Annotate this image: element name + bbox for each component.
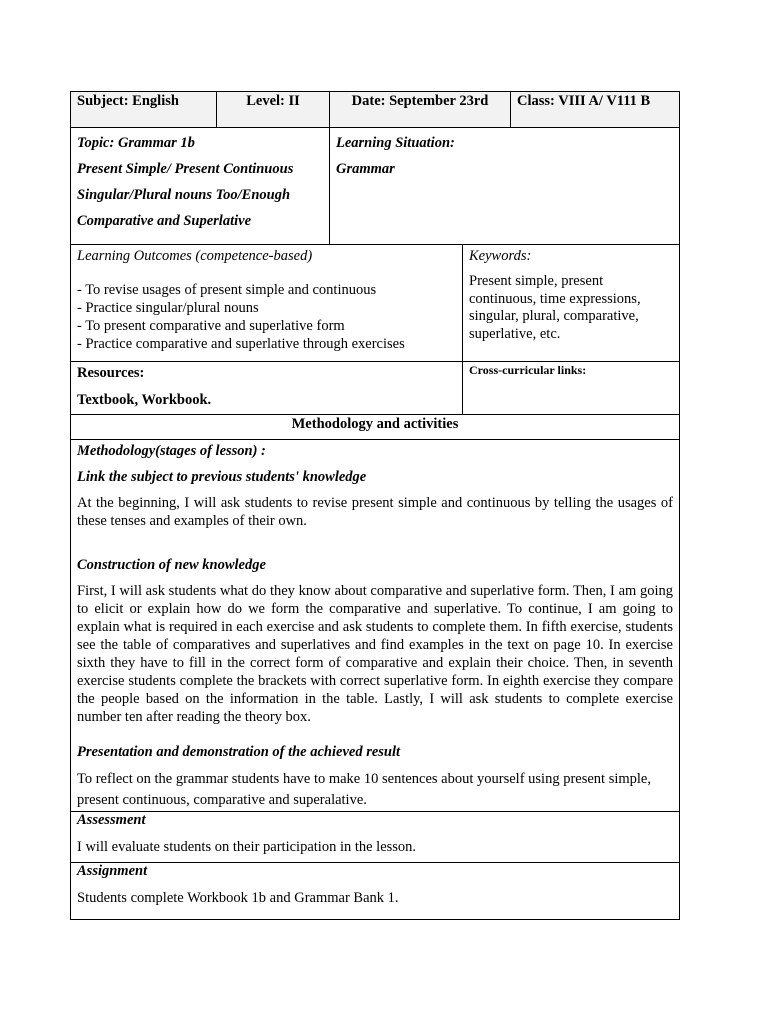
topic-title: Topic: Grammar 1b — [77, 135, 195, 151]
topic-cell — [71, 128, 330, 245]
header-row — [71, 92, 680, 128]
outcome-item: - Practice singular/plural nouns — [77, 300, 259, 316]
keywords-cell — [463, 245, 680, 362]
assignment-label: Assignment — [77, 863, 148, 879]
cross-curricular-label: Cross-curricular links: — [469, 363, 587, 377]
topic-row — [71, 128, 680, 245]
resources-row — [71, 362, 680, 415]
outcomes-cell — [71, 245, 463, 362]
assessment-text: I will evaluate students on their participation in the lesson. — [77, 839, 417, 855]
situation-value: Grammar — [336, 161, 395, 177]
subject-cell: Subject: English — [71, 92, 217, 128]
outcomes-label: Learning Outcomes (competence-based) — [77, 248, 313, 264]
assignment-cell — [71, 863, 680, 920]
class-cell: Class: VIII A/ V111 B — [511, 92, 680, 128]
construction-text: First, I will ask students what do they know about comparative and superlative form. Then, I am going to elicit or explain how do we form the comparative and superlative. To continue, I am going to explain what is required in each exercise and ask students to complete them. In fifth exercise, students see the table of comparatives and superlatives and find examples in the text on page 10. In exercise sixth they have to fill in the correct form of comparative and explain their choice. Then, in seventh exercise students complete the brackets with correct superlative form. In eighth exercise they compare the people based on the information in the table. Lastly, I will ask students to complete exercise number ten after reading the theory box. — [77, 583, 673, 725]
outcome-item: - To present comparative and superlative form — [77, 318, 345, 334]
situation-cell — [330, 128, 680, 245]
link-text: At the beginning, I will ask students to revise present simple and continuous by telling the usages of these tenses and examples of their own. — [77, 495, 673, 529]
methodology-cell — [71, 440, 680, 812]
keywords-label: Keywords: — [469, 248, 532, 264]
lesson-plan — [70, 91, 679, 920]
assignment-row — [71, 863, 680, 920]
resources-label: Resources: — [77, 365, 145, 381]
link-title: Link the subject to previous students' knowledge — [77, 469, 367, 485]
outcomes-row — [71, 245, 680, 362]
methodology-section-title: Methodology and activities — [71, 415, 680, 440]
resources-value: Textbook, Workbook. — [77, 392, 212, 408]
topic-line-1: Present Simple/ Present Continuous — [77, 161, 294, 177]
keywords-text: Present simple, present continuous, time expressions, singular, plural, comparative, superlative, etc. — [469, 273, 641, 342]
methodology-title-row — [71, 415, 680, 440]
assessment-cell — [71, 812, 680, 863]
topic-line-3: Comparative and Superlative — [77, 213, 251, 229]
lesson-plan-table — [70, 91, 680, 920]
topic-line-2: Singular/Plural nouns Too/Enough — [77, 187, 291, 203]
presentation-title: Presentation and demonstration of the achieved result — [77, 744, 401, 760]
construction-title: Construction of new knowledge — [77, 557, 266, 573]
date-cell: Date: September 23rd — [330, 92, 511, 128]
level-cell: Level: II — [217, 92, 330, 128]
resources-cell — [71, 362, 463, 415]
methodology-row — [71, 440, 680, 812]
stages-label: Methodology(stages of lesson) : — [77, 443, 266, 459]
cross-curricular-cell — [463, 362, 680, 415]
outcome-item: - To revise usages of present simple and continuous — [77, 282, 377, 298]
assessment-label: Assessment — [77, 812, 146, 828]
situation-label: Learning Situation: — [336, 135, 455, 151]
assessment-row — [71, 812, 680, 863]
presentation-text: To reflect on the grammar students have to make 10 sentences about yourself using present simple, present continuous, comparative and superalative. — [77, 771, 651, 808]
assignment-text: Students complete Workbook 1b and Grammar Bank 1. — [77, 890, 399, 906]
outcome-item: - Practice comparative and superlative through exercises — [77, 336, 405, 352]
